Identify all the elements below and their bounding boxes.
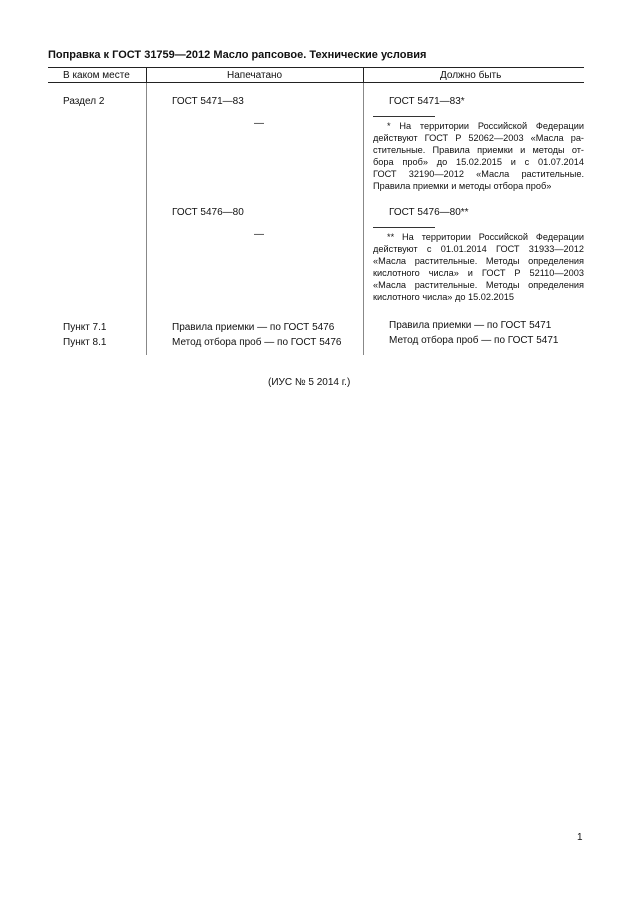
point-8-1-where: Пункт 8.1: [63, 337, 107, 348]
column-divider-body-2: [363, 83, 364, 355]
row2-printed-dash: —: [254, 229, 264, 240]
source-reference: (ИУС № 5 2014 г.): [268, 377, 351, 388]
row1-footnote-rule: [373, 116, 435, 117]
point-8-1-printed: Метод отбора проб — по ГОСТ 5476: [172, 337, 342, 348]
document-title: Поправка к ГОСТ 31759—2012 Масло рапсовое. Технические условия: [48, 49, 427, 61]
table-top-rule: [48, 67, 584, 68]
point-7-1-where: Пункт 7.1: [63, 322, 107, 333]
page-number: 1: [577, 832, 583, 843]
row2-note-line-3: «Масла растительные. Методы определения: [373, 256, 584, 266]
point-8-1-should-be: Метод отбора проб — по ГОСТ 5471: [389, 335, 559, 346]
row2-note-line-5: «Масла растительные. Методы определения: [373, 280, 584, 290]
header-should-be: Должно быть: [440, 70, 502, 81]
row2-note-line-1: ** На территории Российской Федерации: [387, 232, 584, 242]
row1-printed-dash: —: [254, 118, 264, 129]
row2-printed: ГОСТ 5476—80: [172, 207, 244, 218]
header-printed: Напечатано: [227, 70, 283, 81]
row1-note-line-4: бора проб» до 15.02.2015 и с 01.07.2014: [373, 157, 584, 167]
row1-note-line-2: действуют ГОСТ Р 52062—2003 «Масла ра-: [373, 133, 584, 143]
row2-footnote: [373, 231, 584, 303]
column-divider-2: [363, 67, 364, 83]
row1-footnote: [373, 120, 584, 192]
row2-note-line-2: действуют с 01.01.2014 ГОСТ 31933—2012: [373, 244, 584, 254]
column-divider-body-1: [146, 83, 147, 355]
row1-should-be: ГОСТ 5471—83*: [389, 96, 465, 107]
row2-should-be: ГОСТ 5476—80**: [389, 207, 469, 218]
row2-footnote-rule: [373, 227, 435, 228]
table-header-rule: [48, 82, 584, 83]
row2-note-line-6: кислотного числа» до 15.02.2015: [373, 292, 514, 302]
point-7-1-should-be: Правила приемки — по ГОСТ 5471: [389, 320, 552, 331]
column-divider-1: [146, 67, 147, 83]
header-where: В каком месте: [63, 70, 130, 81]
section2-where: Раздел 2: [63, 96, 105, 107]
point-7-1-printed: Правила приемки — по ГОСТ 5476: [172, 322, 335, 333]
row1-note-line-1: * На территории Российской Федерации: [387, 121, 584, 131]
row1-note-line-6: Правила приемки и методы отбора проб»: [373, 181, 552, 191]
row1-note-line-5: ГОСТ 32190—2012 «Масла растительные.: [373, 169, 584, 179]
row1-note-line-3: стительные. Правила приемки и методы от-: [373, 145, 584, 155]
row1-printed: ГОСТ 5471—83: [172, 96, 244, 107]
row2-note-line-4: кислотного числа» и ГОСТ Р 52110—2003: [373, 268, 584, 278]
